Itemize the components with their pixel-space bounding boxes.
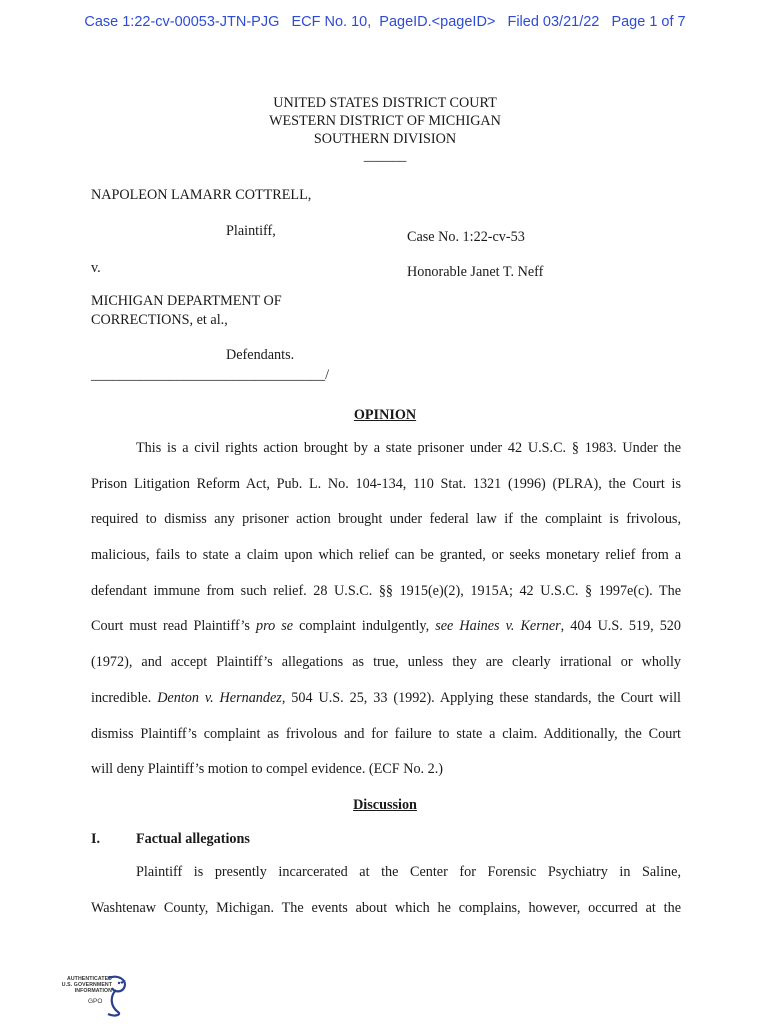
logo-line: INFORMATION xyxy=(74,988,112,994)
paragraph-line xyxy=(91,690,681,726)
paragraph-line: malicious, fails to state a claim upon which relief can be granted, or seeks monetary relief from a xyxy=(91,547,681,564)
text-run: , 504 U.S. 25, 33 (1992). Applying these standards, the Court will xyxy=(281,689,681,706)
text-run: incredible. xyxy=(91,689,158,706)
defendant-name-line2: CORRECTIONS, et al., xyxy=(91,312,228,328)
paragraph-line xyxy=(91,618,681,654)
text-run: Court must read Plaintiff’s xyxy=(91,618,256,635)
text-run: complaint indulgently, xyxy=(293,618,436,635)
paragraph-line: dismiss Plaintiff’s complaint as frivolous and for failure to state a claim. Additionally, the Court xyxy=(91,725,681,742)
paragraph-line: Washtenaw County, Michigan. The events about which he complains, however, occurred at the xyxy=(91,899,681,916)
eagle-seal-icon xyxy=(100,974,130,1018)
text-run: , 404 U.S. 519, 520 xyxy=(560,618,681,635)
ecf-header-stamp: Case 1:22-cv-00053-JTN-PJG ECF No. 10, PageID.<pageID> Filed 03/21/22 Page 1 of 7 xyxy=(84,14,686,30)
section-number: I. xyxy=(91,831,101,847)
paragraph-line: This is a civil rights action brought by a state prisoner under 42 U.S.C. § 1983. Under the xyxy=(136,440,681,456)
case-citation: see Haines v. Kerner xyxy=(435,618,561,635)
paragraph-line: (1972), and accept Plaintiff’s allegations as true, unless they are clearly irrational or wholly xyxy=(91,654,681,671)
plaintiff-label: Plaintiff, xyxy=(226,223,276,239)
logo-gpo-mark: GPO xyxy=(88,998,103,1005)
gpo-authentication-logo xyxy=(40,974,132,1018)
logo-line: U.S. GOVERNMENT xyxy=(61,982,112,988)
case-citation: Denton v. Hernandez xyxy=(157,689,282,706)
caption-end-rule: _________________________________/ xyxy=(91,367,330,383)
opinion-paragraph xyxy=(91,440,681,797)
opinion-title: OPINION xyxy=(353,407,417,423)
court-name: UNITED STATES DISTRICT COURT xyxy=(273,95,497,111)
italic-text: pro se xyxy=(256,618,294,635)
paragraph-line: Prison Litigation Reform Act, Pub. L. No. 104-134, 110 Stat. 1321 (1996) (PLRA), the Court is xyxy=(91,475,681,492)
paragraph-line: defendant immune from such relief. 28 U.S.C. §§ 1915(e)(2), 1915A; 42 U.S.C. § 1997e(c). The xyxy=(91,582,681,599)
versus: v. xyxy=(91,260,101,276)
case-number: Case No. 1:22-cv-53 xyxy=(407,229,525,245)
court-division: SOUTHERN DIVISION xyxy=(313,131,457,147)
logo-line: AUTHENTICATED xyxy=(66,976,112,982)
paragraph-line: will deny Plaintiff’s motion to compel evidence. (ECF No. 2.) xyxy=(91,761,444,778)
court-heading-rule: ______ xyxy=(363,148,407,164)
defendant-name-line1: MICHIGAN DEPARTMENT OF xyxy=(91,293,282,309)
defendant-label: Defendants. xyxy=(226,347,295,363)
section-title: Factual allegations xyxy=(136,831,250,847)
plaintiff-name: NAPOLEON LAMARR COTTRELL, xyxy=(91,187,312,203)
paragraph-line: Plaintiff is presently incarcerated at the Center for Forensic Psychiatry in Saline, xyxy=(136,864,681,880)
discussion-title: Discussion xyxy=(353,797,417,813)
factual-paragraph xyxy=(91,864,681,935)
paragraph-line: required to dismiss any prisoner action brought under federal law if the complaint is frivolous, xyxy=(91,511,681,528)
judge-name: Honorable Janet T. Neff xyxy=(407,264,544,280)
court-district: WESTERN DISTRICT OF MICHIGAN xyxy=(269,113,501,129)
